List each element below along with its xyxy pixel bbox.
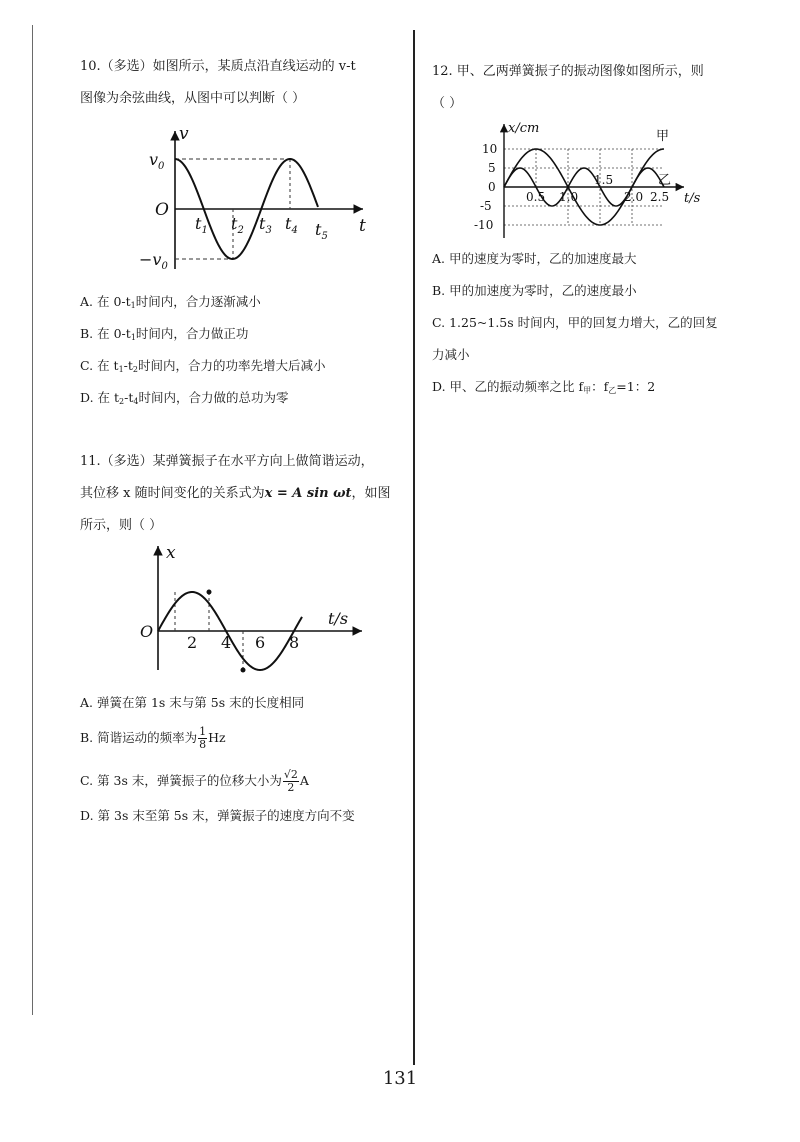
q10-origin-label: O xyxy=(155,200,169,220)
q11-option-c: C. 第 3s 末，弹簧振子的位移大小为 $\frac{√2}{2}$ A xyxy=(80,768,309,794)
q12-label-jia: 甲 xyxy=(656,129,670,144)
q11-formula: x = A sin ωt xyxy=(264,486,352,501)
left-margin-line xyxy=(32,25,33,1015)
q11-stem-line2: 其位移 x 随时间变化的关系式为x = A sin ωt，如图 xyxy=(80,486,391,501)
q12-xtick-10: 1.0 xyxy=(559,190,579,204)
q12-t-axis-label: t/s xyxy=(684,191,701,206)
q11-frequency-fraction: $\frac{1}{8}$ xyxy=(199,725,207,751)
q10-t2-label: $t_2$ xyxy=(231,214,244,236)
q12-xtick-20: 2.0 xyxy=(624,190,644,204)
q11-stem-line1: 11.（多选）某弹簧振子在水平方向上做简谐运动， xyxy=(80,454,374,469)
q10-vt-graph xyxy=(135,125,375,275)
q12-option-d: D. 甲、乙的振动频率之比 $f_甲$：$f_乙=1$：2 xyxy=(432,379,656,395)
q11-tick-4: 4 xyxy=(221,633,232,652)
q11-displacement-fraction: $\frac{√2}{2}$ xyxy=(283,768,298,794)
page-number: 131 xyxy=(382,1068,418,1089)
q12-label-yi: 乙 xyxy=(658,173,672,188)
q12-option-a: A. 甲的速度为零时，乙的加速度最大 xyxy=(432,251,637,266)
q12-ytick-neg10: -10 xyxy=(474,218,494,232)
q11-stem-line3: 所示，则（ ） xyxy=(80,518,163,533)
q10-t1-label: $t_1$ xyxy=(195,214,208,236)
q12-xtick-25: 2.5 xyxy=(650,190,670,204)
q10-t-axis-label: t xyxy=(359,216,366,236)
q12-xtick-15: 1.5 xyxy=(594,173,614,187)
q10-t4-label: $t_4$ xyxy=(285,214,298,236)
q10-t5-label: $t_5$ xyxy=(315,220,328,242)
q11-x-axis-label: x xyxy=(166,543,176,563)
q10-v0-label: $v_0$ xyxy=(149,150,165,172)
q10-negv0-label: $-v_0$ xyxy=(139,250,168,272)
q10-t3-label: $t_3$ xyxy=(259,214,272,236)
q11-point-t5 xyxy=(241,668,246,673)
q10-option-c: C. 在 $t_1-t_2$时间内，合力的功率先增大后减小 xyxy=(80,358,326,374)
q11-option-a: A. 弹簧在第 1s 末与第 5s 末的长度相同 xyxy=(80,695,305,710)
q11-tick-8: 8 xyxy=(289,633,300,652)
column-divider xyxy=(413,30,415,1065)
q11-option-b: B. 简谐运动的频率为 $\frac{1}{8}$ Hz xyxy=(80,725,226,751)
q12-stem-line2: （ ） xyxy=(432,96,463,111)
q10-v-axis-label: v xyxy=(179,125,189,144)
q11-t-axis-label: t/s xyxy=(328,609,349,628)
q11-point-t3 xyxy=(207,590,212,595)
q10-option-a: A. 在 $0-t_1$时间内，合力逐渐减小 xyxy=(80,294,261,310)
q11-option-d: D. 第 3s 末至第 5s 末，弹簧振子的速度方向不变 xyxy=(80,808,355,823)
q12-ytick-10: 10 xyxy=(482,142,498,156)
q12-x-axis-label: x/cm xyxy=(508,121,540,136)
q12-ytick-neg5: -5 xyxy=(480,199,492,213)
q10-option-d: D. 在 $t_2-t_4$时间内，合力做的总功为零 xyxy=(80,390,289,406)
q10-stem-line2: 图像为余弦曲线，从图中可以判断（ ） xyxy=(80,91,306,106)
q11-origin-label: O xyxy=(140,622,154,641)
q12-option-c-line1: C. 1.25~1.5s 时间内，甲的回复力增大，乙的回复 xyxy=(432,315,718,330)
q12-vibration-graph xyxy=(474,118,744,243)
q12-ytick-0: 0 xyxy=(488,180,496,194)
q11-tick-6: 6 xyxy=(255,633,266,652)
q12-ytick-5: 5 xyxy=(488,161,496,175)
q12-option-c-line2: 力减小 xyxy=(432,347,470,362)
q12-option-b: B. 甲的加速度为零时，乙的速度最小 xyxy=(432,283,637,298)
q12-xtick-05: 0.5 xyxy=(526,190,546,204)
q12-stem-line1: 12. 甲、乙两弹簧振子的振动图像如图所示，则 xyxy=(432,64,704,79)
q10-option-b: B. 在 $0-t_1$时间内，合力做正功 xyxy=(80,326,249,342)
q10-stem-line1: 10.（多选）如图所示，某质点沿直线运动的 v-t xyxy=(80,59,356,74)
q11-xt-graph xyxy=(140,540,370,675)
q11-tick-2: 2 xyxy=(187,633,198,652)
